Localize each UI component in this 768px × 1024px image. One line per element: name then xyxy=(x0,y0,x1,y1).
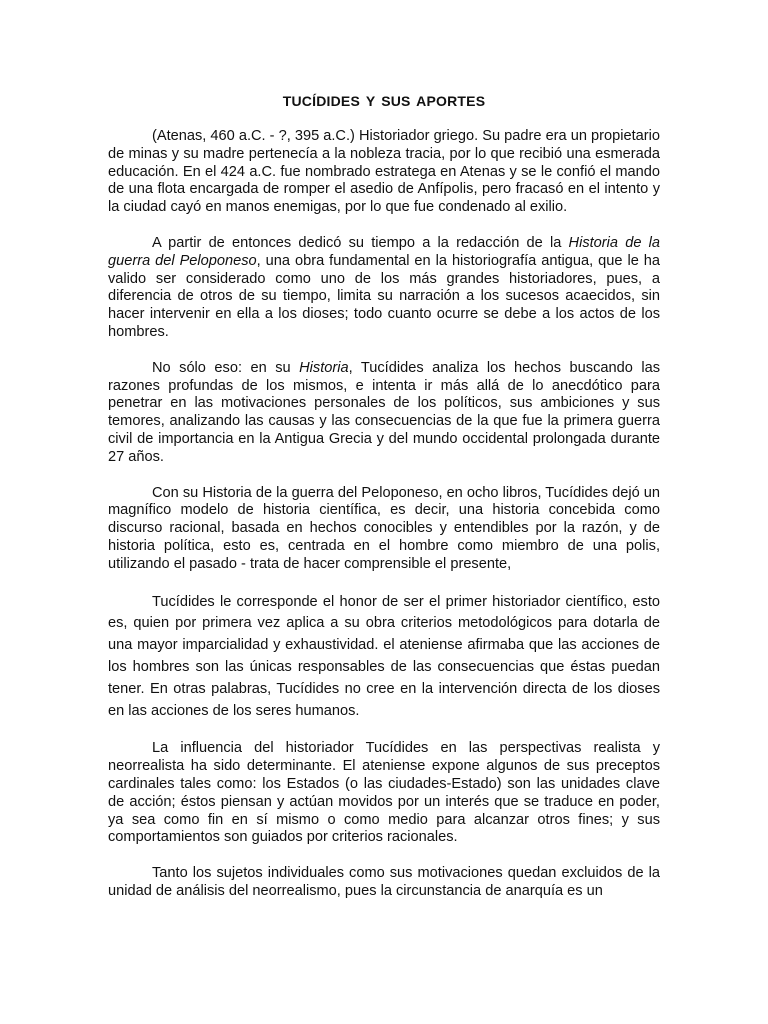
paragraph-text: Con su Historia de la guerra del Peloponeso, en ocho libros, Tucídides dejó un magnífico modelo de historia científica, es decir, una historia concebida como discurso racional, basada en hechos conocibles y entendibles por la razón, y de historia política, esto es, centrada en el hombre como miembro de una polis, utilizando el pasado - trata de hacer comprensible el presente, xyxy=(108,484,660,572)
paragraph-text: (Atenas, 460 a.C. - ?, 395 a.C.) Historiador griego. Su padre era un propietario de minas y su madre pertenecía a la nobleza tracia, por lo que recibió una esmerada educación. En el 424 a.C. fue nombrado estratega en Atenas y se le confió el mando de una flota encargada de romper el asedio de Anfípolis, pero fracasó en el intento y la ciudad cayó en manos enemigas, por lo que fue condenado al exilio. xyxy=(108,128,660,216)
paragraph-text: , una obra fundamental en la historiografía antigua, que le ha valido ser considerado como uno de los más grandes historiadores, pues, a diferencia de otros de su tiempo, limita su narración a los sucesos acaecidos, sin hacer intervenir en ella a los dioses; todo cuanto ocurre se debe a los actos de los hombres. xyxy=(108,252,661,340)
italic-work-title: Historia de la guerra del Peloponeso xyxy=(108,234,660,269)
document-body xyxy=(108,128,660,901)
paragraph-text: La influencia del historiador Tucídides en las perspectivas realista y neorrealista ha sido determinante. El ateniense expone algunos de sus preceptos cardinales tales como: los Estados (o las ciudades-Estado) son las unidades clave de acción; éstos piensan y actúan movidos por un interés que se traduce en poder, ya sea como fin en sí mismo o como medio para alcanzar otros fines; y sus comportamientos son guiados por criterios racionales. xyxy=(108,740,660,846)
body-paragraph-2 xyxy=(108,235,660,342)
body-paragraph-1 xyxy=(108,128,660,217)
body-paragraph-3 xyxy=(108,360,660,467)
italic-work-title: Historia xyxy=(299,359,349,376)
body-paragraph-6 xyxy=(108,740,660,847)
paragraph-text: No sólo eso: en su xyxy=(152,359,300,376)
body-paragraph-4 xyxy=(108,485,660,574)
body-paragraph-5 xyxy=(108,592,660,723)
body-paragraph-7 xyxy=(108,865,660,901)
document-title: TUCÍDIDES Y SUS APORTES xyxy=(282,93,486,109)
paragraph-text: Tanto los sujetos individuales como sus motivaciones quedan excluidos de la unidad de análisis del neorrealismo, pues la circunstancia de anarquía es un xyxy=(108,865,660,899)
paragraph-text: A partir de entonces dedicó su tiempo a la redacción de la xyxy=(152,234,569,251)
paragraph-text: , Tucídides analiza los hechos buscando las razones profundas de los mismos, e intenta ir más allá de lo anecdótico para penetrar en las motivaciones personales de los políticos, sus ambiciones y sus temores, analizando las causas y las consecuencias de la que fue la primera guerra civil de importancia en la Antigua Grecia y del mundo occidental prolongada durante 27 años. xyxy=(108,359,660,465)
paragraph-text: Tucídides le corresponde el honor de ser el primer historiador científico, esto es, quien por primera vez aplica a su obra criterios metodológicos para dotarla de una mayor imparcialidad y exhaustividad. el ateniense afirmaba que las acciones de los hombres son las únicas responsables de las consecuencias que éstas puedan tener. En otras palabras, Tucídides no cree en la intervención directa de los dioses en las acciones de los seres humanos. xyxy=(108,593,660,719)
